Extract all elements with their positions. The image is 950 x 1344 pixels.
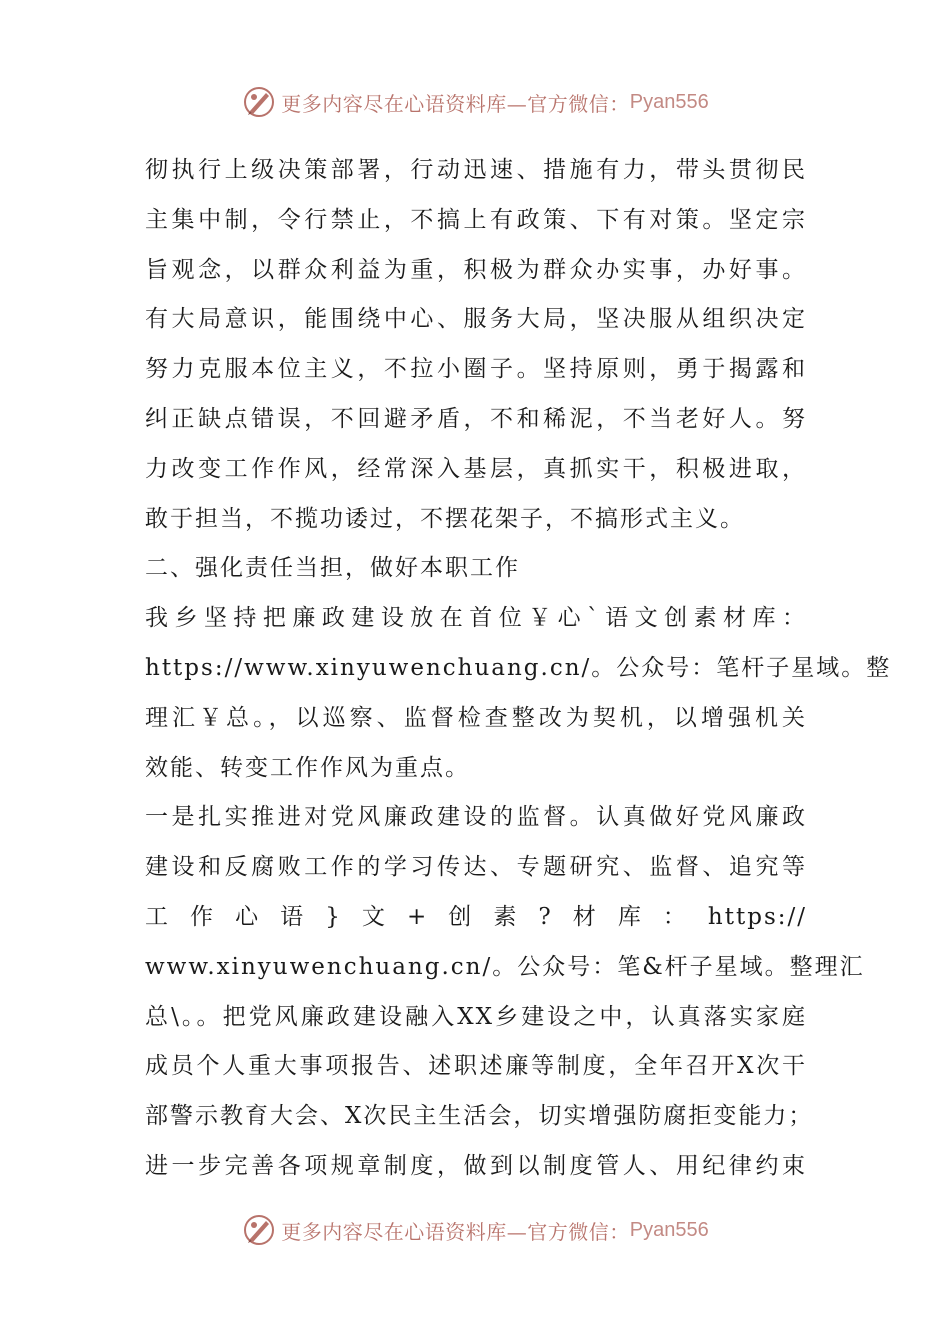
text-line: 敢于担当，不揽功诿过，不摆花架子，不搞形式主义。 [145,505,745,532]
text-line: https://www.xinyuwenchuang.cn/。公众号：笔杆子星域。整 [145,654,892,681]
footer-banner [0,1208,950,1252]
text-line: 一是扎实推进对党风廉政建设的监督。认真做好党风廉政 [145,804,807,831]
text-line: 纠正缺点错误，不回避矛盾，不和稀泥，不当老好人。努 [145,405,807,432]
header-banner-text: 更多内容尽在心语资料库—官方微信： [281,91,630,116]
header-banner [0,80,950,124]
text-line: 建设和反腐败工作的学习传达、专题研究、监督、追究等 [145,854,807,881]
pen-logo-icon [241,84,277,120]
pen-logo-icon [241,1212,277,1248]
text-line: 我乡坚持把廉政建设放在首位￥心`语文创素材库： [145,605,807,632]
footer-wechat-handle: Pyan556 [629,1218,709,1241]
text-line: 努力克服本位主义，不拉小圈子。坚持原则，勇于揭露和 [145,356,807,383]
section-heading: 二、强化责任当担，做好本职工作 [145,555,520,582]
text-line: 部警示教育大会、X次民主生活会，切实增强防腐拒变能力； [145,1103,814,1130]
text-line: 总\。。把党风廉政建设融入XX乡建设之中，认真落实家庭 [145,1003,807,1030]
text-line: 力改变工作作风，经常深入基层，真抓实干，积极进取， [145,455,807,482]
header-wechat-handle: Pyan556 [629,90,709,113]
text-line: 旨观念，以群众利益为重，积极为群众办实事，办好事。 [145,256,807,283]
text-line: 效能、转变工作作风为重点。 [145,754,470,781]
text-line: 彻执行上级决策部署，行动迅速、措施有力，带头贯彻民 [145,157,807,183]
text-line: 理汇￥总。，以巡察、监督检查整改为契机，以增强机关 [145,704,807,731]
text-line: www.xinyuwenchuang.cn/。公众号：笔&杆子星域。整理汇 [145,953,865,980]
text-line: 主集中制，令行禁止，不搞上有政策、下有对策。坚定宗 [145,206,807,233]
text-line: 工作心语}文+创素?材库：https:// [145,903,807,930]
document-body [145,146,892,1192]
footer-banner-text: 更多内容尽在心语资料库—官方微信： [281,1219,630,1244]
text-line: 有大局意识，能围绕中心、服务大局，坚决服从组织决定 [145,306,807,333]
text-line: 成员个人重大事项报告、述职述廉等制度，全年召开X次干 [145,1053,807,1080]
text-line: 进一步完善各项规章制度，做到以制度管人、用纪律约束 [145,1152,807,1179]
